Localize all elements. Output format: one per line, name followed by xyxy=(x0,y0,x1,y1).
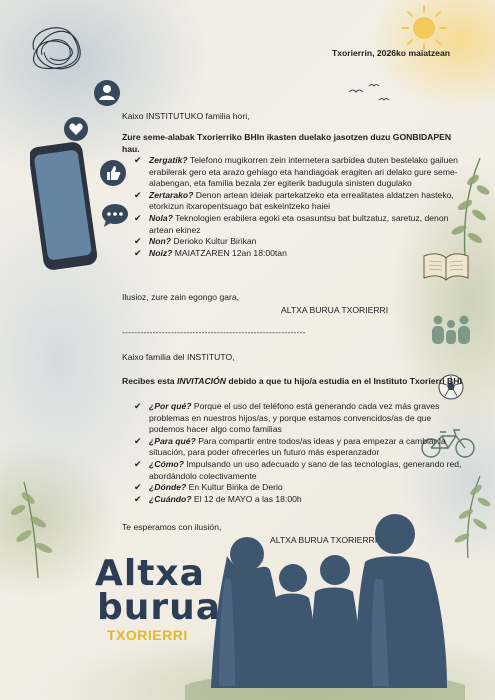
list-item: ✔ Zertarako? Denon artean ideiak partekatzeko eta errealitatea aldatzen hasteko, etorkizun itxaropentsuago bat eskeintzeko haiei xyxy=(134,189,454,212)
plant-icon xyxy=(8,470,78,580)
list-item: ✔ Non? Derioko Kultur Birikan xyxy=(134,236,257,247)
heart-bubble-icon xyxy=(62,115,90,143)
list-item: ✔ Nola? Teknologien erabilera egoki eta osasuntsu bat bultzatuz, saretuz, denon artean ekinez xyxy=(134,212,449,235)
altxa-burua-logo xyxy=(95,553,235,646)
basque-closing: Ilusioz, zure zain egongo gara, xyxy=(122,292,240,302)
basque-signature: ALTXA BURUA TXORIERRI xyxy=(281,305,389,315)
spanish-signature: ALTXA BURUA TXORIERRI xyxy=(270,535,378,545)
checkmark-icon: ✔ xyxy=(134,482,142,493)
birds-icon xyxy=(345,78,405,108)
basque-greeting: Kaixo INSTITUTUKO familia hori, xyxy=(122,111,250,121)
user-bubble-icon xyxy=(92,78,122,108)
section-divider: ------------------------------------------------------------ xyxy=(122,327,306,337)
sun-icon xyxy=(392,2,452,52)
logo-line-2: burua xyxy=(97,587,222,628)
checkmark-icon: ✔ xyxy=(134,401,142,411)
checkmark-icon: ✔ xyxy=(134,155,142,165)
checkmark-icon: ✔ xyxy=(134,493,142,504)
scribble-icon xyxy=(22,20,92,80)
checkmark-icon: ✔ xyxy=(134,236,142,247)
date-line: Txorierrin, 2026ko maiatzean xyxy=(332,48,450,58)
list-item: ✔ ¿Para qué? Para compartir entre todos/as ideas y para empezar a cambiar la situación, para poder ofrecerles un futuro más esperanzador xyxy=(134,435,446,458)
thumbs-up-bubble-icon xyxy=(98,158,128,188)
family-icon xyxy=(428,312,474,352)
basque-list xyxy=(134,155,469,259)
checkmark-icon: ✔ xyxy=(134,247,142,258)
list-item: ✔ ¿Dónde? En Kultur Birika de Derio xyxy=(134,482,283,493)
chat-dots-bubble-icon xyxy=(100,202,130,228)
checkmark-icon: ✔ xyxy=(134,458,142,469)
list-item: ✔ Zergatik? Telefono mugikorren zein internetera sarbidea duten bestelako gailuen erabilerak gero eta arazo gehiago eta handiagoak eragiten ari delako gure seme-alabengan, eta familia bezala zer egiterik badugula sinisten dugulako xyxy=(134,155,458,189)
basque-intro: Zure seme-alabak Txorierriko BHIn ikasten duelako jasotzen duzu GONBIDAPEN hau. xyxy=(122,132,452,154)
logo-line-1: Altxa xyxy=(95,553,205,594)
checkmark-icon: ✔ xyxy=(134,212,142,223)
spanish-intro: Recibes esta INVITACIÓN debido a que tu hijo/a estudia en el Instituto Txorierri BHI xyxy=(122,376,462,386)
list-item: ✔ Noiz? MAIATZAREN 12an 18:00tan xyxy=(134,247,287,258)
checkmark-icon: ✔ xyxy=(134,435,142,446)
list-item: ✔ ¿Cuándo? El 12 de MAYO a las 18:00h xyxy=(134,493,302,504)
logo-line-3: TXORIERRI xyxy=(107,627,188,643)
checkmark-icon: ✔ xyxy=(134,189,142,200)
list-item: ✔ ¿Por qué? Porque el uso del teléfono está generando cada vez más graves problemas en nuestros hijos/as, y porque estamos convencidos/as de que podemos hacer algo como familias xyxy=(134,401,440,435)
spanish-greeting: Kaixo familia del INSTITUTO, xyxy=(122,352,235,362)
spanish-list xyxy=(134,401,469,505)
list-item: ✔ ¿Cómo? Impulsando un uso adecuado y sano de las tecnologías, generando red, abordándolo colectivamente xyxy=(134,458,462,481)
spanish-closing: Te esperamos con ilusión, xyxy=(122,522,222,532)
smartphone-icon xyxy=(30,140,100,275)
